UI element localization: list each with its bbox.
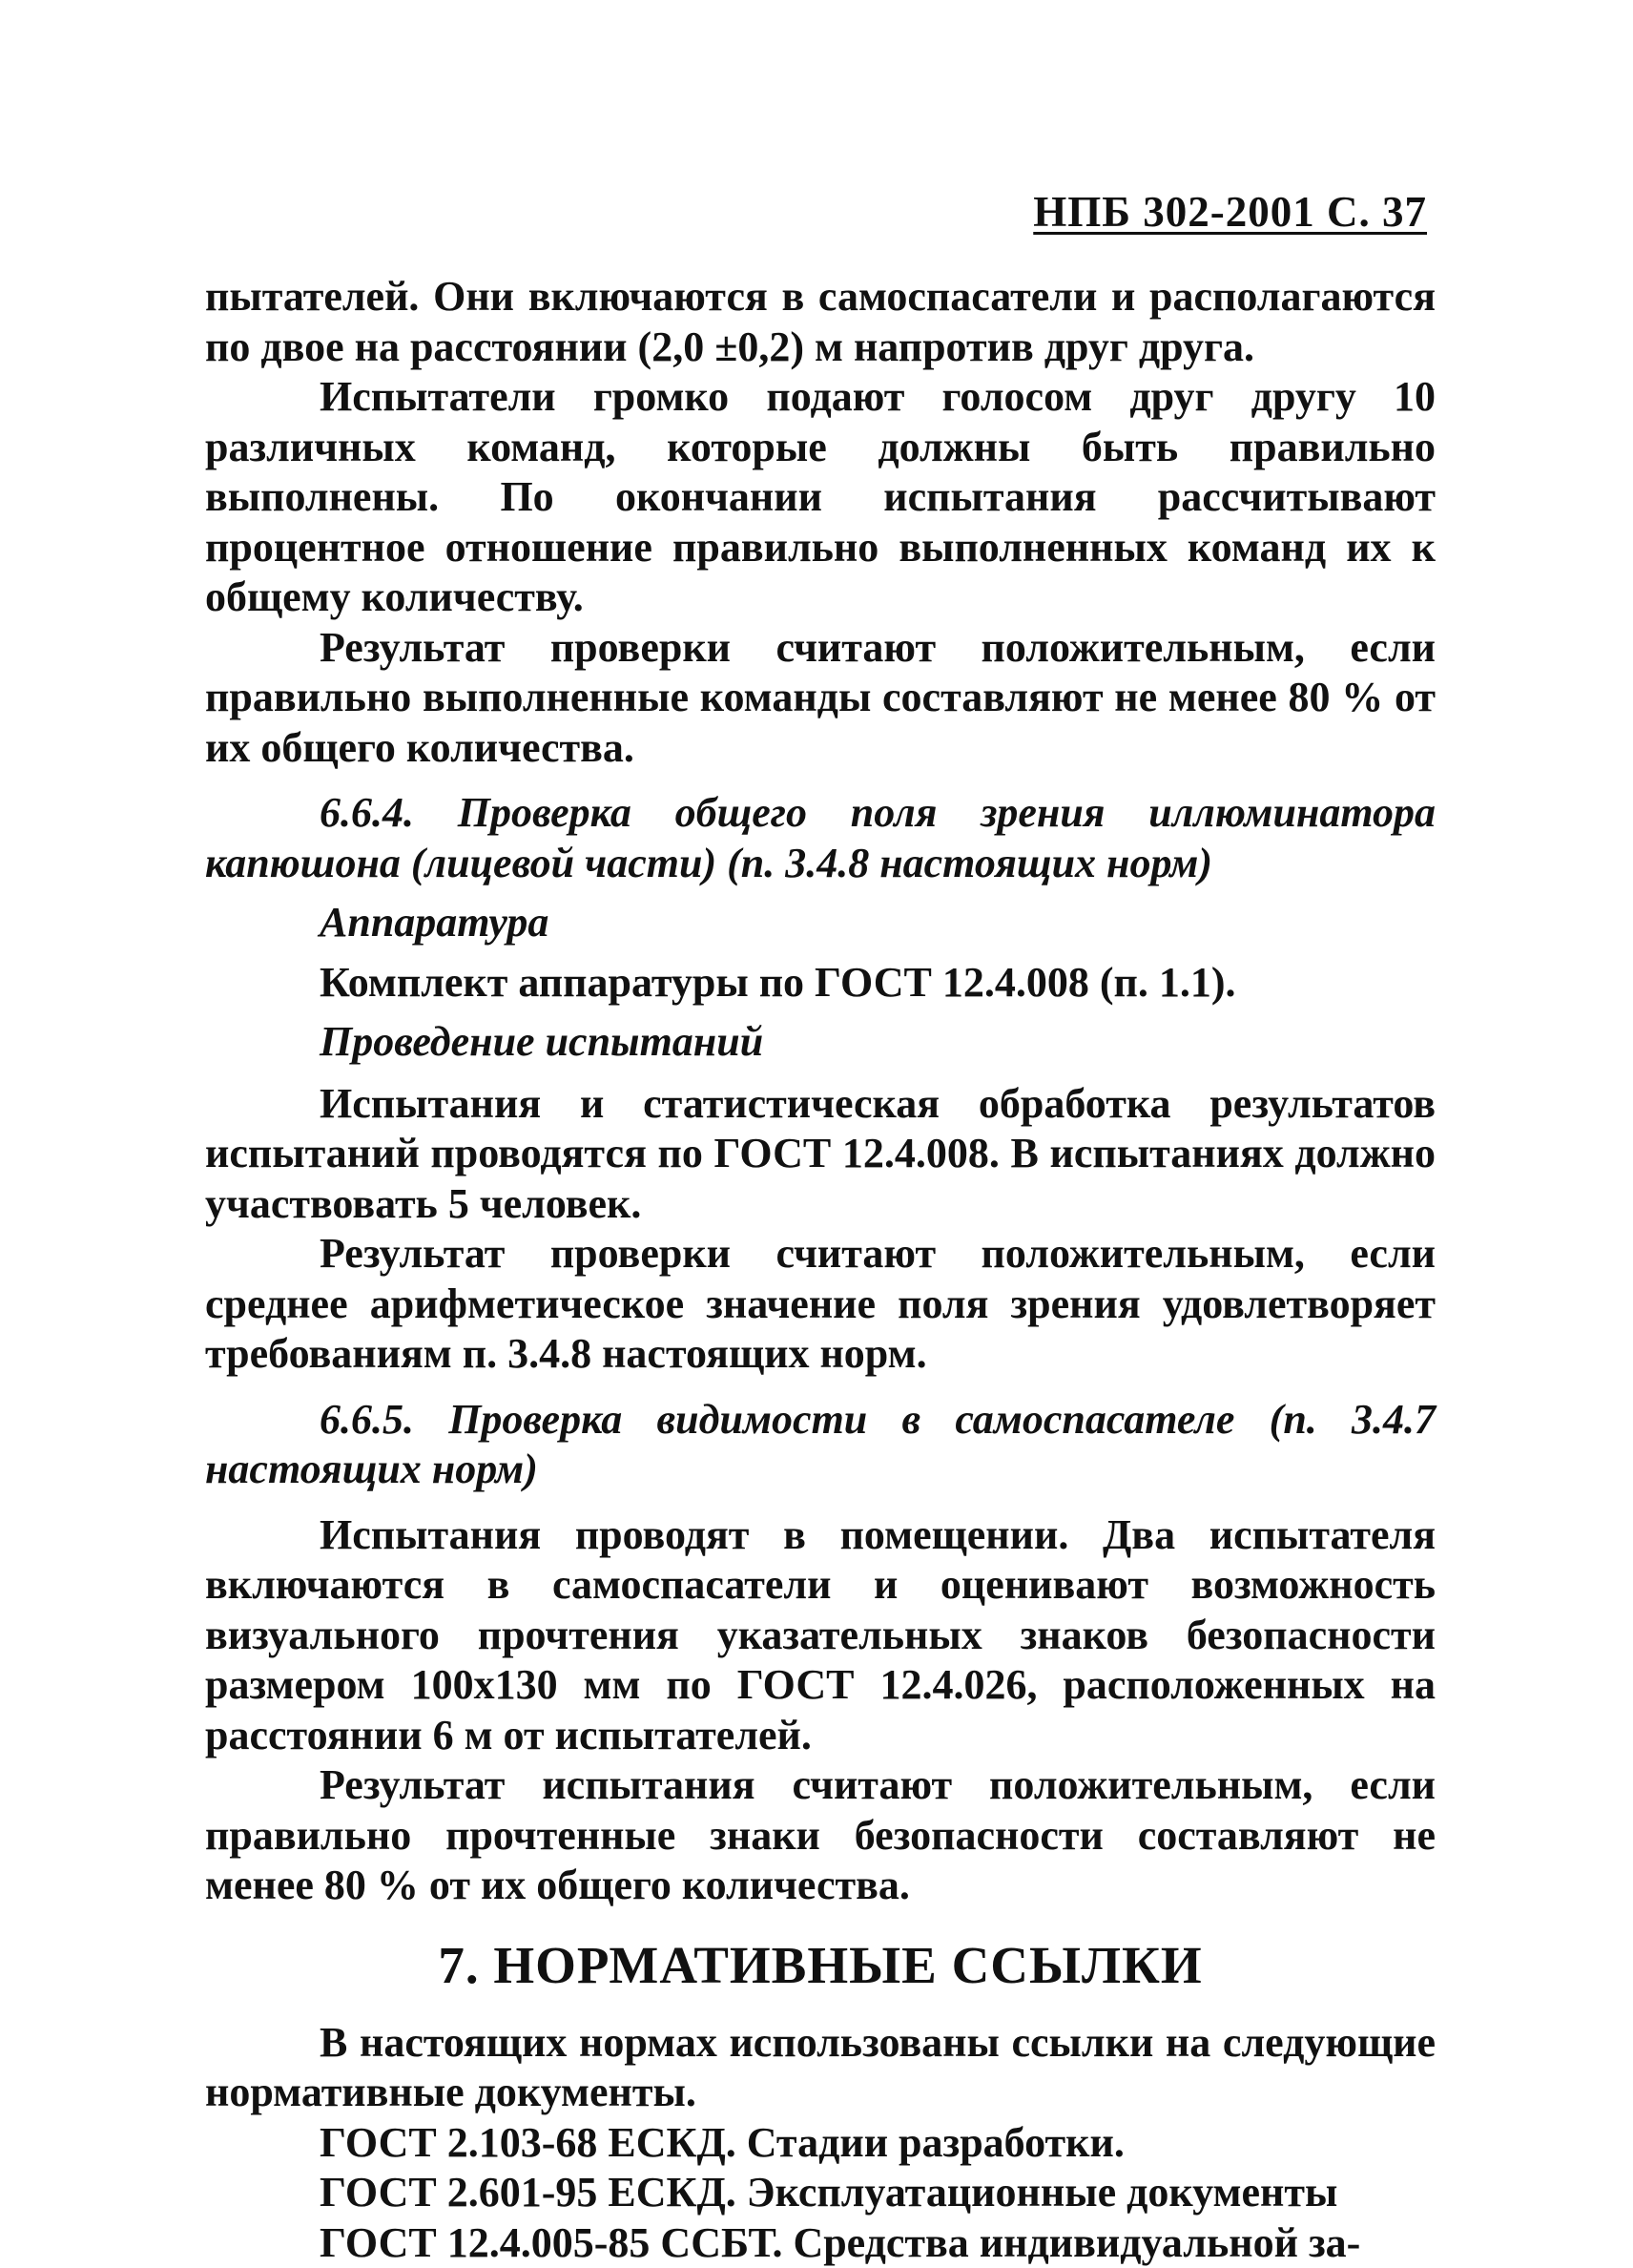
paragraph-result-field-of-view: Результат проверки считают положительным, если среднее арифметическое значение поля зрения удовлетворяет требованиям п. 3.4.8 настоящих норм.: [205, 1229, 1436, 1380]
section-7-title: 7. НОРМАТИВНЫЕ ССЫЛКИ: [205, 1934, 1436, 1997]
reference-item: ГОСТ 12.4.005-85 ССБТ. Средства индивидуальной за-: [320, 2218, 1436, 2268]
section-6-6-4-heading: 6.6.4. Проверка общего поля зрения иллюминатора капюшона (лицевой части) (п. 3.4.8 настоящих норм): [205, 788, 1436, 888]
page-header: НПБ 302-2001 С. 37: [1033, 187, 1427, 237]
paragraph-result-visibility: Результат испытания считают положительным, если правильно прочтенные знаки безопасности составляют не менее 80 % от их общего количества.: [205, 1760, 1436, 1911]
reference-item: ГОСТ 2.601-95 ЕСКД. Эксплуатационные документы: [320, 2168, 1436, 2218]
reference-item: ГОСТ 2.103-68 ЕСКД. Стадии разработки.: [320, 2118, 1436, 2169]
paragraph-testing-procedure: Испытания и статистическая обработка результатов испытаний проводятся по ГОСТ 12.4.008. В испытаниях должно участвовать 5 человек.: [205, 1079, 1436, 1230]
paragraph-continued: пытателей. Они включаются в самоспасатели и располагаются по двое на расстоянии (2,0 ±0,2) м напротив друг друга.: [205, 272, 1436, 372]
normative-references-list: [205, 2118, 1436, 2268]
paragraph-visibility-test: Испытания проводят в помещении. Два испытателя включаются в самоспасатели и оценивают возможность визуального прочтения указательных знаков безопасности размером 100x130 мм по ГОСТ 12.4.026, расположенных на расстоянии 6 м от испытателей.: [205, 1510, 1436, 1761]
page-content: [205, 272, 1436, 2268]
paragraph-apparatus-set: Комплект аппаратуры по ГОСТ 12.4.008 (п. 1.1).: [320, 958, 1436, 1009]
section-7-intro: В настоящих нормах использованы ссылки на следующие нормативные документы.: [205, 2018, 1436, 2118]
section-6-6-5-heading: 6.6.5. Проверка видимости в самоспасателе (п. 3.4.7 настоящих норм): [205, 1395, 1436, 1495]
paragraph-commands: Испытатели громко подают голосом друг другу 10 различных команд, которые должны быть правильно выполнены. По окончании испытания рассчитывают процентное отношение правильно выполненных команд их к общему количеству.: [205, 372, 1436, 623]
paragraph-result-commands: Результат проверки считают положительным, если правильно выполненные команды составляют не менее 80 % от их общего количества.: [205, 623, 1436, 774]
subheading-apparatus: Аппаратура: [320, 898, 1436, 948]
subheading-testing: Проведение испытаний: [320, 1017, 1436, 1068]
